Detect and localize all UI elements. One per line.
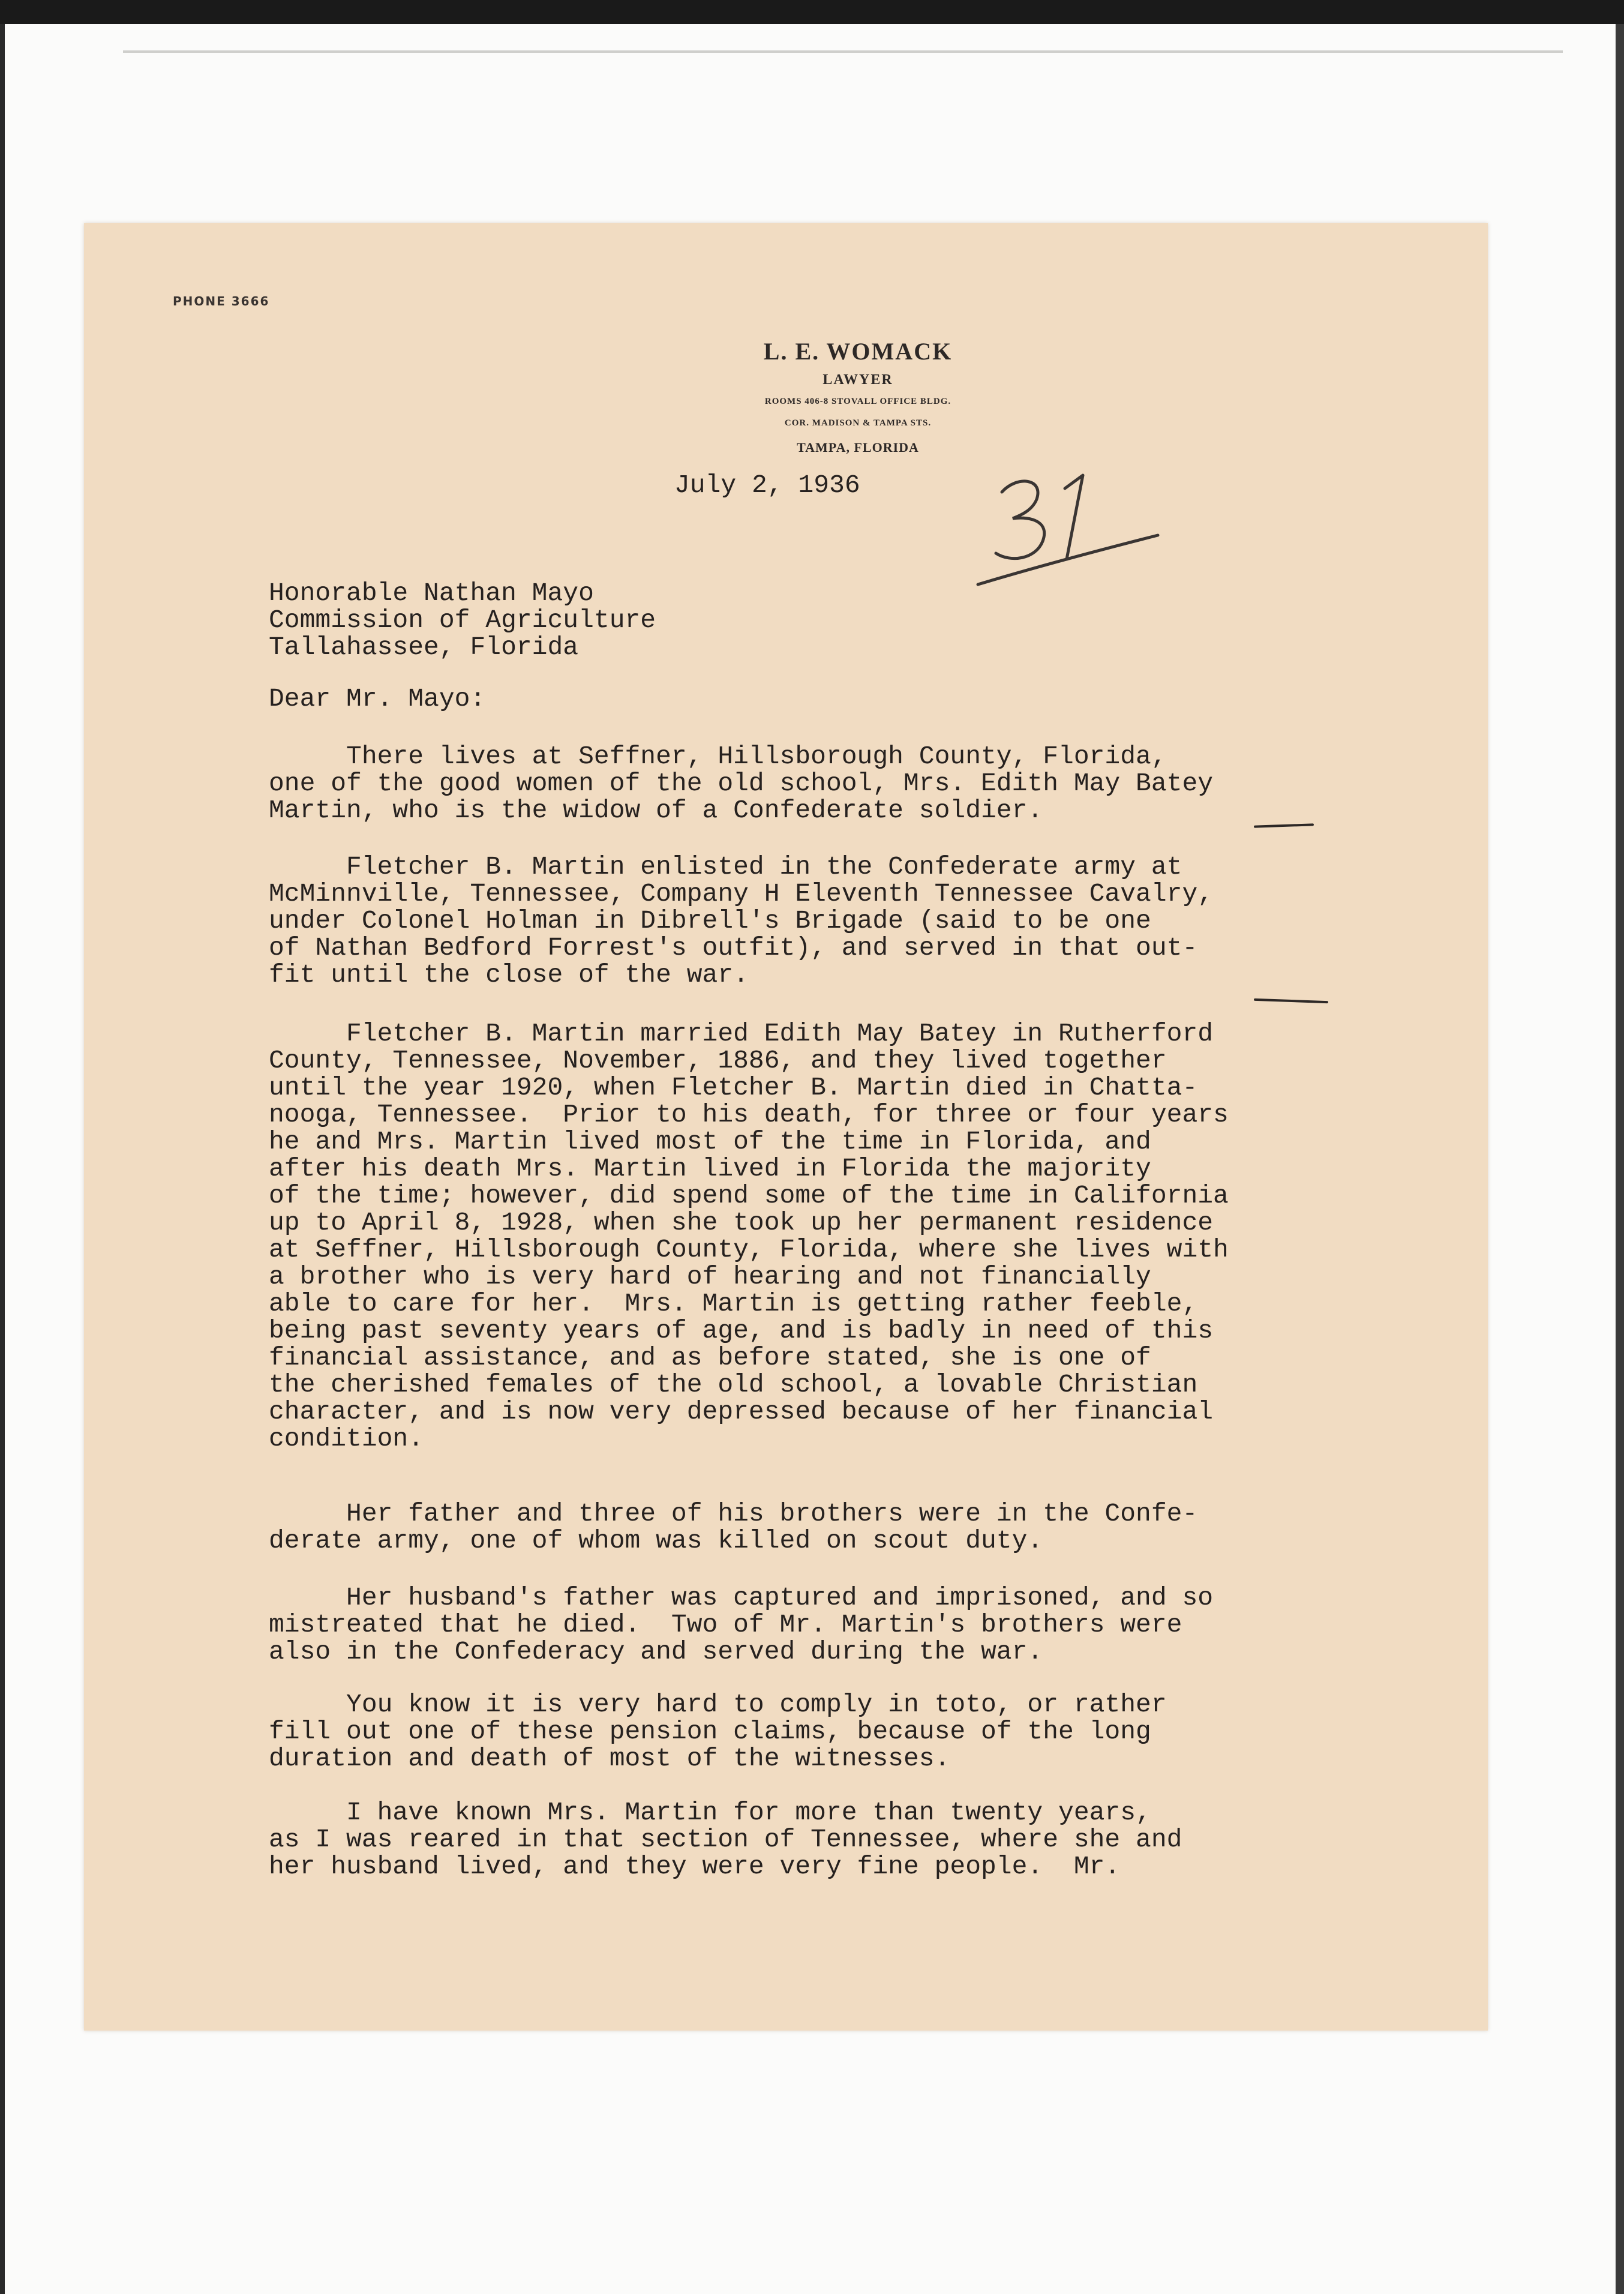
letterhead-rooms: ROOMS 406-8 STOVALL OFFICE BLDG. — [764, 397, 951, 406]
paragraph-3: Fletcher B. Martin married Edith May Batey in Rutherford County, Tennessee, November, 1886, and they lived together until the year 1920, when Fletcher B. Martin died in Chatta- nooga, Tennessee. Prior to his death, for three or four years he and Mrs. Martin lived most of the time in Florida, and after his death Mrs. Martin lived in Florida the majority of the time; however, did spend some of the time in California up to April 8, 1928, when she took up her permanent residence at Seffner, Hillsborough County, Florida, where she lives with a brother who is very hard of hearing and not financially able to care for her. Mrs. Martin is getting rather feeble, being past seventy years of age, and is badly in need of this financial assistance, and as before stated, she is one of the cherished females of the old school, a lovable Christian character, and is now very depressed because of her financial condition. — [269, 1019, 1229, 1453]
letterhead-title: LAWYER — [822, 372, 893, 388]
letterhead-city: TAMPA, FLORIDA — [797, 440, 919, 455]
scan-left-border — [0, 24, 5, 2294]
letterhead-corner: COR. MADISON & TAMPA STS. — [784, 418, 932, 428]
margin-check-mark — [1254, 823, 1314, 827]
paragraph-1: There lives at Seffner, Hillsborough County, Florida, one of the good women of the old school, Mrs. Edith May Batey Martin, who is the widow of a Confederate soldier. — [269, 742, 1214, 825]
paragraph-6: You know it is very hard to comply in toto, or rather fill out one of these pension claims, because of the long duration and death of most of the witnesses. — [269, 1690, 1167, 1773]
letterhead-phone: PHONE 3666 — [173, 294, 270, 308]
scan-fold-line — [123, 50, 1563, 53]
letter-page — [84, 223, 1488, 2031]
margin-check-mark — [1254, 998, 1328, 1003]
paragraph-7: I have known Mrs. Martin for more than twenty years, as I was reared in that section of Tennessee, where she and her husband lived, and they were very fine people. Mr. — [269, 1798, 1182, 1881]
paragraph-5: Her husband's father was captured and imprisoned, and so mistreated that he died. Two of Mr. Martin's brothers were also in the Confederacy and served during the war. — [269, 1583, 1214, 1666]
scan-top-border — [0, 0, 1624, 24]
paragraph-4: Her father and three of his brothers were in the Confe- derate army, one of whom was killed on scout duty. — [269, 1499, 1198, 1555]
paragraph-2: Fletcher B. Martin enlisted in the Confederate army at McMinnville, Tennessee, Company H Eleventh Tennessee Cavalry, under Colonel Holman in Dibrell's Brigade (said to be one of Nathan Bedford Forrest's outfit), and served in that out- fit until the close of the war. — [269, 852, 1214, 989]
handwritten-number-mark — [960, 445, 1248, 589]
scan-right-border — [1616, 24, 1624, 2294]
recipient-address: Honorable Nathan Mayo Commission of Agriculture Tallahassee, Florida — [269, 578, 656, 662]
salutation: Dear Mr. Mayo: — [269, 684, 486, 713]
letterhead-name: L. E. WOMACK — [763, 338, 953, 365]
letter-date: July 2, 1936 — [674, 470, 860, 500]
